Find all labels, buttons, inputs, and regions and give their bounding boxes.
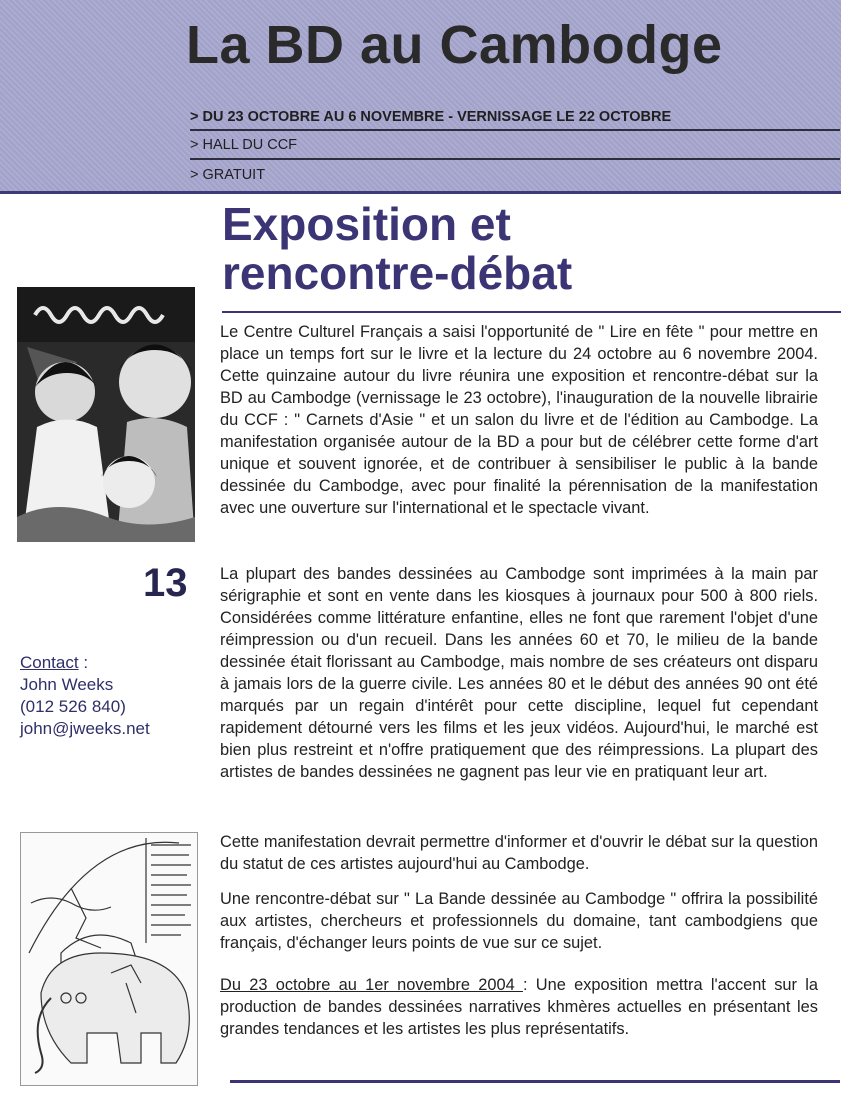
article-paragraph-2: La plupart des bandes dessinées au Cambodge sont imprimées à la main par sérigraphie et sont en vente dans les kiosques à journaux pour 500 à 800 riels. Considérées comme littérature enfantine, elles ne font que rarement l'objet d'une réimpression ou d'un recueil. Dans les années 60 et 70, le milieu de la bande dessinée était florissant au Cambodge, mais nombre de ses créateurs ont disparu à jamais lors de la guerre civile. Les années 80 et le début des années 90 ont été marqués par un regain d'intérêt pour cette discipline, lequel fut cependant rapidement détourné vers les films et les jeux vidéos. Aujourd'hui, le marché est bien plus restreint et n'offre pratiquement que des réimpressions. La plupart des artistes de bandes dessinées ne gagnent pas leur vie en pratiquant leur art. <box>220 565 818 781</box>
contact-phone: (012 526 840) <box>20 697 126 716</box>
info-divider <box>190 129 840 131</box>
comic-cover-illustration-icon <box>17 287 195 542</box>
contact-label: Contact <box>20 653 79 672</box>
exhibition-dates: Du 23 octobre au 1er novembre 2004 <box>220 976 523 994</box>
contact-email[interactable]: john@jweeks.net <box>20 719 150 738</box>
article-paragraph-1: Le Centre Culturel Français a saisi l'opportunité de " Lire en fête " pour mettre en place un temps fort sur le livre et la lecture du 24 octobre au 6 novembre 2004. Cette quinzaine autour du livre réunira une exposition et rencontre-débat sur la BD au Cambodge (vernissage le 23 octobre), l'inauguration de la nouvelle librairie du CCF : " Carnets d'Asie " et un salon du livre et de l'édition au Cambodge. La manifestation organisée autour de la BD a pour but de célébrer cette forme d'art unique et souvent ignorée, et de contribuer à sensibiliser le public à la bande dessinée du Cambodge, avec pour finalité la pérennisation de la manifestation avec une ouverture sur l'international et le spectacle vivant. <box>220 323 818 517</box>
article-title <box>222 200 572 298</box>
info-divider <box>190 158 840 160</box>
article-paragraph-4: Une rencontre-débat sur " La Bande dessinée au Cambodge " offrira la possibilité aux artistes, chercheurs et professionnels du domaine, tant cambodgiens que français, d'échanger leurs points de vue sur ce sujet. <box>220 890 818 952</box>
comic-cover-image <box>17 287 195 542</box>
info-price: > GRATUIT <box>190 167 266 183</box>
page-number: 13 <box>143 561 188 605</box>
article-title-line-2: rencontre-débat <box>222 247 573 299</box>
article-paragraph-5 <box>220 974 818 1040</box>
contact-separator: : <box>78 653 89 672</box>
info-dates: > DU 23 OCTOBRE AU 6 NOVEMBRE - VERNISSAGE LE 22 OCTOBRE <box>190 109 672 125</box>
exhibition-description: : Une exposition mettra l'accent sur la production de bandes dessinées narratives khmères actuelles en présentant les grandes tendances et les artistes les plus représentatifs. <box>220 976 818 1038</box>
article-paragraph-3: Cette manifestation devrait permettre d'informer et d'ouvrir le débat sur la question du statut de ces artistes aujourd'hui au Cambodge. <box>220 833 818 873</box>
header-banner <box>0 0 841 192</box>
elephant-drawing-illustration-icon <box>21 833 197 1085</box>
footer-divider <box>230 1080 840 1083</box>
page-title: La BD au Cambodge <box>186 15 723 75</box>
elephant-image <box>20 832 198 1086</box>
contact-name: John Weeks <box>20 675 114 694</box>
contact-block <box>20 652 150 740</box>
contact-heading <box>20 652 150 674</box>
article-title-line-1: Exposition et <box>222 198 511 250</box>
title-underline <box>222 311 841 313</box>
info-location: > HALL DU CCF <box>190 137 298 153</box>
header-divider <box>0 191 841 194</box>
